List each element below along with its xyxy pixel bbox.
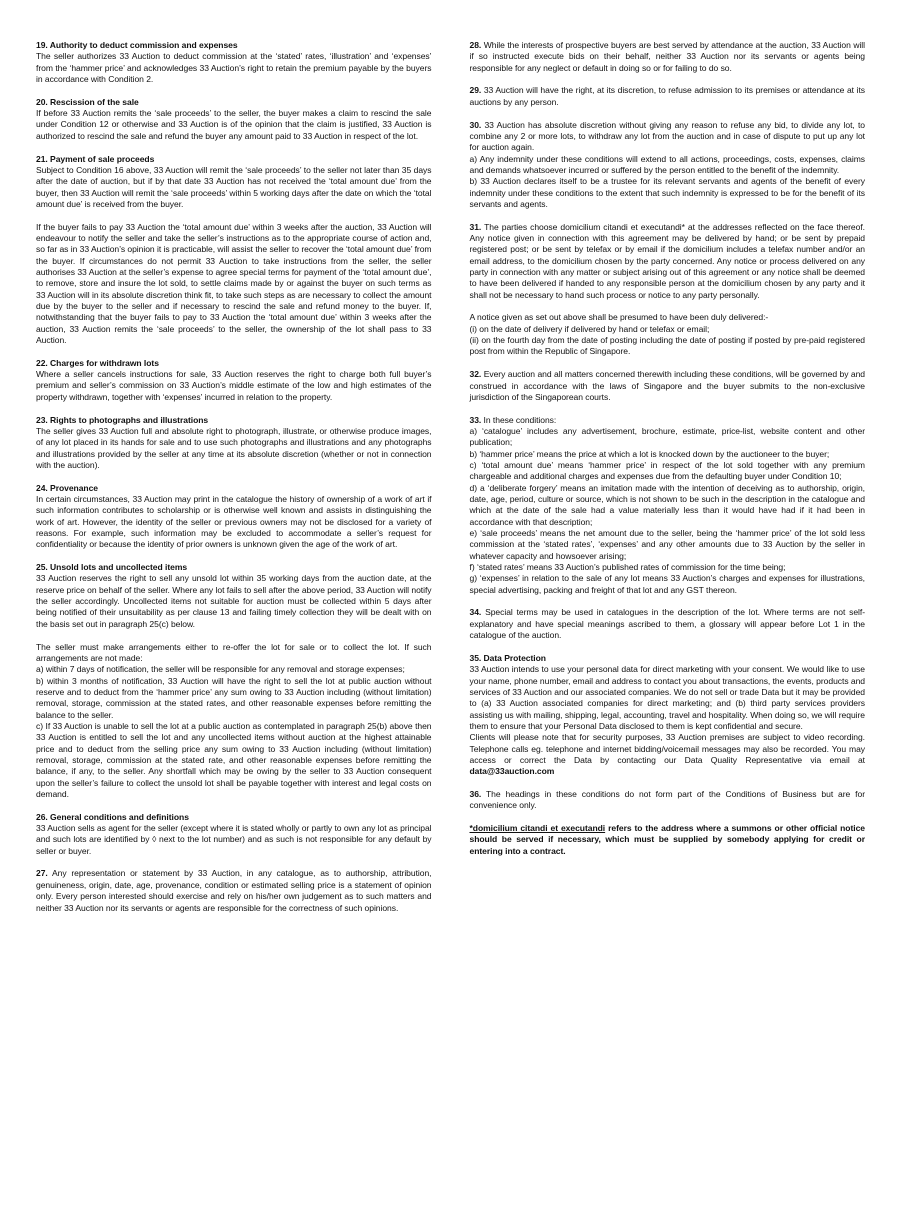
section-paragraph: The seller must make arrangements either to re-offer the lot for sale or to collect the lot. If such arrangements are not made: (36, 641, 432, 663)
list-item: b) within 3 months of notification, 33 Auction will have the right to sell the lot at public auction without reserve and to deduct from the ‘hammer price’ any sum owing to 33 Auction including (without limitation) removal, storage, commission at the stated rates, and other reasonable expenses before remitting the balance to the seller. (36, 675, 432, 720)
clause-number: 29. (469, 85, 482, 96)
section-22 (36, 358, 432, 403)
list-item: c) If 33 Auction is unable to sell the lot at a public auction as contemplated in paragraph 25(b) above then 33 Auction is entitled to sell the lot and any uncollected items without auction at the highest attainable price and to deduct from the selling price any sum owing to 33 Auction including (without limitation) removal, storage, commission at the stated rate, and other reasonable expenses before remitting the balance, if any, to the seller. Any shortfall which may be owing by the seller to 33 Auction consequent upon the seller’s failure to collect the unsold lot shall be payable together with interest and legal costs on demand. (36, 720, 432, 799)
clause-text: The parties choose domicilium citandi et executandi* at the addresses reflected on the face thereof. Any notice given in connection with this agreement may be delivered by hand; or be sent by prepaid registered post; or be sent by telefax or by email if the domicilium includes a telefax number and/or an email address, to the domicilium chosen by the party concerned. Any notice or process delivered on any party in connection with any matter or subject arising out of this agreement or any notice shall be deemed to have been delivered if handed to any responsible person at the domicilium chosen by any party and it shall not be necessary to hand such process or notice to any party personally. (469, 221, 865, 300)
list-item: a) ‘catalogue’ includes any advertisement, brochure, estimate, price-list, website content and other publication; (469, 425, 865, 448)
list-item: f) ‘stated rates’ means 33 Auction’s published rates of commission for the time being; (469, 562, 786, 573)
list-item: d) a ‘deliberate forgery’ means an imitation made with the intention of deceiving as to authorship, origin, date, age, period, culture or source, which is not shown to be such in the description in the catalogue and which at the date of the sale had a value materially less than it would have had if it had been in accordance with that description; (469, 482, 865, 527)
section-33 (470, 415, 866, 597)
section-paragraph: 33 Auction intends to use your personal data for direct marketing with your consent. We would like to use your name, phone number, email and address to contact you about transactions, the events, products and services of 33 Auction and our associated companies. We do not sell or trade Data but it may be provided to (a) 33 Auction associated companies for direct marketing; and (b) third party services providers assisting us with mailing, shipping, legal, accounting, travel and hospitality. When doing so, we will require them to ensure that your Personal Data disclosed to them is kept confidential and secure. (469, 664, 865, 731)
section-paragraph: The seller authorizes 33 Auction to deduct commission at the ‘stated’ rates, ‘illustration’ and ‘expenses’ from the ‘hammer price’ and acknowledges 33 Auction’s right to retain the premium payable by the buyers in accordance with Condition 2. (36, 51, 432, 85)
section-paragraph (470, 415, 866, 426)
clause-text: Clients will please note that for security purposes, 33 Auction premises are subject to video recording. Telephone calls eg. telephone and internet bidding/voicemail messages may also be recorded. You may access or correct the Data by contacting our Data Quality Representative via email at (469, 732, 865, 765)
footnote-definition: refers to the address where a summons or other official notice should be served if necessary, which must be supplied by somebody applying for credit or entering into a contract. (469, 823, 865, 856)
section-paragraph: If the buyer fails to pay 33 Auction the ‘total amount due’ within 3 weeks after the auction, 33 Auction will endeavour to notify the seller and take the seller’s instructions as to the appropriate course of action and, so far as in 33 Auction’s opinion it is practicable, will assist the seller to recover the ‘total amount due’ from the buyer. If circumstances do not permit 33 Auction to take instructions from the seller, the seller authorises 33 Auction at the seller’s expense to agree special terms for payment of the ‘total amount due’, to remove, store and insure the lot sold, to settle claims made by or against the buyer on such terms as 33 Auction will in its absolute discretion think fit, to take such steps as are necessary to collect the amount due by the buyer to the seller and if necessary to rescind the sale and refund money to the buyer. If, notwithstanding that the buyer fails to pay to 33 Auction the ‘total amount due’ within 3 weeks after the auction, 33 Auction remits the ‘sale proceeds’ to the seller, the ownership of the lot shall pass to 33 Auction. (36, 221, 432, 346)
clause-text: In these conditions: (481, 414, 557, 425)
clause-number: 34. (469, 607, 482, 618)
section-23 (36, 415, 432, 472)
section-24 (36, 483, 432, 551)
section-heading: 21. Payment of sale proceeds (36, 153, 155, 164)
section-21 (36, 154, 432, 347)
list-item: a) Any indemnity under these conditions will extend to all actions, proceedings, costs, expenses, claims and demands whatsoever incurred or suffered by the person entitled to the benefit of the indemnity. (469, 153, 865, 175)
section-paragraph (470, 85, 866, 108)
section-29 (470, 85, 866, 108)
section-paragraph (470, 222, 866, 301)
list-item: b) 33 Auction declares itself to be a trustee for its relevant servants and agents of the benefit of every indemnity under these conditions to the extent that such indemnity is expressed to be for the benefit of its servants and agents. (469, 176, 865, 209)
section-paragraph (470, 732, 866, 777)
section-paragraph (470, 607, 866, 641)
section-34 (470, 607, 866, 641)
section-paragraph: The seller gives 33 Auction full and absolute right to photograph, illustrate, or otherwise produce images, of any lot placed in its hands for sale and to use such photographs and illustrations and any photographs and illustrations provided by the seller at any time at its absolute discretion (whether or not in connection with the auction). (36, 425, 432, 470)
section-heading: 19. Authority to deduct commission and expenses (36, 40, 238, 50)
section-paragraph (470, 789, 866, 812)
section-heading: 20. Rescission of the sale (36, 96, 139, 107)
section-31 (470, 222, 866, 358)
section-paragraph (470, 369, 866, 403)
section-27 (36, 868, 432, 913)
list-item: b) ‘hammer price’ means the price at which a lot is knocked down by the auctioneer to the buyer; (469, 448, 830, 459)
section-heading: 23. Rights to photographs and illustrations (36, 414, 209, 425)
footnote (470, 823, 866, 857)
right-column (470, 40, 866, 1219)
list-item: (ii) on the fourth day from the date of posting including the date of posting if posted by pre-paid registered post from within the Republic of Singapore. (469, 335, 865, 357)
list-item: e) ‘sale proceeds’ means the net amount due to the seller, being the ‘hammer price’ of the lot sold less commission at the ‘stated rates’, ‘expenses’ and any other amounts due to 33 Auction by the seller in whatever capacity and howsoever arising; (469, 528, 865, 561)
clause-number: 27. (36, 868, 48, 879)
section-paragraph (36, 868, 432, 913)
section-32 (470, 369, 866, 403)
list-item: g) ‘expenses’ in relation to the sale of any lot means 33 Auction’s charges and expenses for illustrations, special advertising, packing and freight of that lot and any GST thereon. (469, 573, 865, 595)
section-paragraph: In certain circumstances, 33 Auction may print in the catalogue the history of ownership of a work of art if such information contributes to scholarship or is otherwise well known and assists in distinguishing the work of art. However, the identity of the seller or previous owners may not be disclosed for a variety of reasons. For example, such information may be excluded to accommodate a seller’s request for confidentiality or because the identity of prior owners is unknown given the age of the work of art. (36, 493, 432, 550)
email-address[interactable]: data@33auction.com (469, 766, 555, 777)
section-25 (36, 562, 432, 800)
section-heading: 25. Unsold lots and uncollected items (36, 562, 188, 573)
section-paragraph: A notice given as set out above shall be presumed to have been duly delivered:- (469, 312, 769, 323)
clause-text: 33 Auction has absolute discretion without giving any reason to refuse any bid, to divide any lot, to combine any 2 or more lots, to withdraw any lot from the auction and in case of dispute to put up any lot for auction again. (469, 119, 865, 153)
clause-text: Every auction and all matters concerned therewith including these conditions, will be governed by and construed in accordance with the laws of Singapore and the buyer submits to the non-exclusive jurisdiction of the Singaporean courts. (469, 369, 865, 402)
left-column (36, 40, 432, 1219)
section-paragraph: Where a seller cancels instructions for sale, 33 Auction reserves the right to charge both full buyer’s premium and seller’s commission on 33 Auction’s middle estimate of the low and high estimates of the property withdrawn, together with ‘expenses’ incurred in relation to the property. (36, 369, 432, 402)
footnote-text (470, 823, 866, 857)
clause-number: 36. (469, 789, 482, 800)
section-30 (470, 120, 866, 211)
section-35 (470, 653, 866, 778)
section-19 (36, 40, 432, 85)
clause-number: 30. (469, 119, 482, 130)
section-paragraph: 33 Auction sells as agent for the seller (except where it is stated wholly or partly to own any lot as principal and such lots are identified by ◊ next to the lot number) and as such is not responsible for any default by seller or buyer. (36, 823, 432, 856)
section-26 (36, 812, 432, 857)
clause-text: The headings in these conditions do not form part of the Conditions of Business but are for convenience only. (469, 789, 865, 811)
section-20 (36, 97, 432, 142)
clause-number: 32. (469, 369, 482, 380)
section-heading: 22. Charges for withdrawn lots (36, 357, 159, 368)
list-item: a) within 7 days of notification, the seller will be responsible for any removal and storage expenses; (36, 664, 405, 675)
section-28 (470, 40, 866, 74)
clause-number: 33. (469, 414, 482, 425)
clause-text: Any representation or statement by 33 Auction, in any catalogue, as to authorship, attribution, genuineness, origin, date, age, provenance, condition or estimated selling price is a statement of opinion only. Every person interested should exercise and rely on his/her own judgement as to such matters and neither 33 Auction nor its servants or agents are responsible for the correctness of such opinions. (36, 868, 432, 913)
clause-number: 31. (469, 221, 482, 232)
list-item: c) ‘total amount due’ means ‘hammer price’ in respect of the lot sold together with any premium chargeable and additional charges and expenses due from the defaulting buyer under Condition 10; (469, 459, 865, 482)
clause-number: 28. (469, 40, 482, 50)
section-paragraph: If before 33 Auction remits the ‘sale proceeds’ to the seller, the buyer makes a claim to rescind the sale under Condition 12 or otherwise and 33 Auction is of the opinion that the claim is justified, 33 Auction is authorized to rescind the sale and refund the buyer any amount paid to 33 Auction in respect of the lot. (36, 108, 432, 141)
section-heading: 35. Data Protection (469, 652, 546, 663)
section-paragraph (470, 40, 866, 74)
clause-text: While the interests of prospective buyers are best served by attendance at the auction, 33 Auction will if so instructed execute bids on their behalf, neither 33 Auction nor its servants or agents being responsible for any neglect or default in doing so or for failing to do so. (469, 40, 865, 73)
section-36 (470, 789, 866, 812)
clause-text: Special terms may be used in catalogues in the description of the lot. Where terms are not self-explanatory and have special meanings ascribed to them, a glossary will appear before Lot 1 in the catalogue of the auction. (469, 607, 865, 641)
section-paragraph: Subject to Condition 16 above, 33 Auction will remit the ‘sale proceeds’ to the seller not later than 35 days after the date of auction, but if by that date 33 Auction has not received the ‘total amount due’ from the buyer, then 33 Auction will remit the ‘sale proceeds’ within 5 working days after the date on which the ‘total amount due’ is received from the buyer. (36, 164, 432, 209)
section-paragraph (470, 120, 866, 154)
section-paragraph: 33 Auction reserves the right to sell any unsold lot within 35 working days from the auction date, at the reserve price on behalf of the seller. Where any lot fails to sell after the above period, 33 Auction will notify the seller accordingly. Uncollected items not suitable for auction must be collected within 5 days after being notified of their unsuitability as per clause 13 and failing timely collection they will be dealt with on the basis set out in paragraph 25(c) below. (36, 573, 432, 629)
clause-text: 33 Auction will have the right, at its discretion, to refuse admission to its premises or attendance at its auctions by any person. (469, 85, 865, 107)
section-heading: 24. Provenance (36, 482, 99, 493)
footnote-term: *domicilium citandi et executandi (469, 823, 606, 834)
list-item: (i) on the date of delivery if delivered by hand or telefax or email; (469, 323, 710, 334)
section-heading: 26. General conditions and definitions (36, 811, 189, 822)
